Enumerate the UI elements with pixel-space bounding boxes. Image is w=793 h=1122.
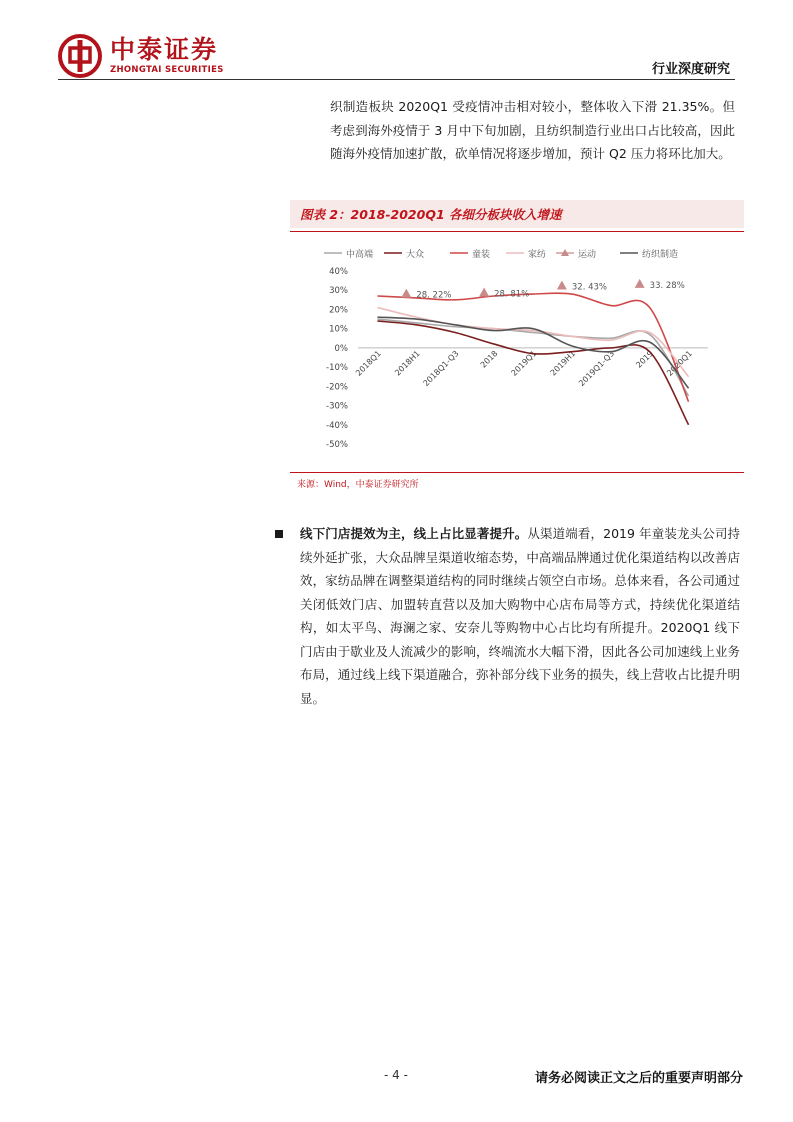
marker-label: 28. 22%: [416, 290, 452, 301]
y-tick-label: 20%: [329, 305, 348, 316]
marker-triangle-icon: [479, 288, 489, 297]
footer-disclaimer: 请务必阅读正文之后的重要声明部分: [534, 1071, 743, 1086]
growth-line-chart: [290, 234, 744, 470]
figure-title: 图表 2：2018-2020Q1 各细分板块收入增速: [300, 207, 562, 222]
figure-source: 来源：Wind，中泰证券研究所: [297, 480, 419, 490]
figure-top-rule: [290, 231, 744, 232]
y-tick-label: 30%: [329, 286, 348, 297]
logo-english-name: ZHONGTAI SECURITIES: [110, 65, 224, 75]
x-tick-label: 2019H1: [548, 348, 578, 378]
report-type: 行业深度研究: [651, 62, 730, 77]
body-paragraph-lead: 线下门店提效为主，线上占比显著提升。: [300, 526, 528, 541]
marker-label: 28. 81%: [494, 289, 530, 300]
x-tick-label: 2018H1: [393, 348, 422, 378]
y-tick-label: -40%: [326, 420, 348, 431]
marker-label: 32. 43%: [571, 282, 608, 293]
y-tick-label: 40%: [329, 267, 348, 277]
logo-emblem-icon: [58, 34, 102, 78]
y-tick-label: 10%: [329, 324, 348, 335]
body-paragraph-text: 从渠道端看，2019 年童装龙头公司持续外延扩张，大众品牌呈渠道收缩态势，中高端品牌通过优化渠道结构以改善店效，家纺品牌在调整渠道结构的同时继续占领空白市场。总体来看，各公司通过关闭低效门店、加盟转直营以及加大购物中心店布局等方式，持续优化渠道结构，如太平鸟、海澜之家、安奈儿等购物中心占比均有所提升。2020Q1 线下门店由于歇业及人流减少的影响，终端流水大幅下滑，因此各公司加速线上业务布局，通过线上线下渠道融合，弥补部分线下业务的损失，线上营收占比提升明显。: [300, 526, 740, 706]
x-tick-label: 2019: [634, 348, 656, 370]
legend-label: 纺织制造: [642, 250, 679, 260]
figure-bottom-rule: [290, 472, 744, 473]
bullet-square-icon: [275, 530, 283, 538]
legend-label: 运动: [578, 250, 597, 260]
series-line: [377, 321, 688, 425]
marker-triangle-icon: [557, 281, 567, 290]
company-logo: [58, 34, 248, 78]
x-tick-label: 2019Q1: [509, 348, 539, 378]
marker-triangle-icon: [635, 279, 645, 288]
intro-paragraph: 织制造板块 2020Q1 受疫情冲击相对较小，整体收入下滑 21.35%。但考虑到海外疫情于 3 月中下旬加剧，且纺织制造行业出口占比较高，因此随海外疫情加速扩散，砍单情况将逐步增加，预计 Q2 压力将环比加大。: [330, 99, 735, 161]
y-tick-label: -50%: [326, 440, 348, 450]
legend-label: 大众: [406, 250, 425, 260]
y-tick-label: -30%: [326, 401, 348, 412]
legend-label: 中高端: [346, 250, 374, 260]
x-tick-label: 2018Q1-Q3: [421, 348, 461, 389]
page-number: - 4 -: [384, 1068, 408, 1082]
header-divider: [58, 79, 735, 80]
legend-label: 童装: [472, 250, 491, 260]
x-tick-label: 2018: [478, 348, 500, 370]
marker-label: 33. 28%: [649, 280, 685, 291]
body-paragraph: [300, 522, 740, 710]
y-tick-label: -10%: [326, 363, 348, 374]
y-tick-label: 0%: [334, 343, 348, 354]
chart-canvas: [290, 234, 744, 470]
x-tick-label: 2019Q1-Q3: [577, 348, 617, 389]
x-tick-label: 2020Q1: [665, 348, 694, 378]
marker-triangle-icon: [401, 289, 411, 298]
logo-chinese-name: 中泰证券: [110, 35, 219, 64]
x-tick-label: 2018Q1: [354, 348, 383, 378]
y-tick-label: -20%: [326, 382, 348, 393]
legend-label: 家纺: [528, 250, 547, 260]
